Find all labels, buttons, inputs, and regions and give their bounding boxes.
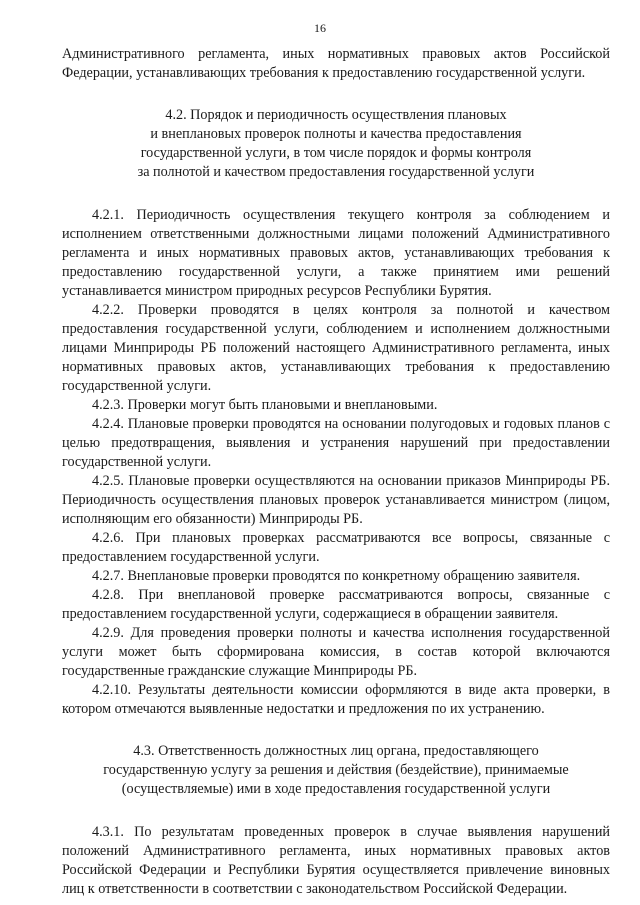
paragraph-4-2-1: 4.2.1. Периодичность осуществления текущего контроля за соблюдением и исполнением ответственными должностными лицами положений Административного регламента и иных нормативных правовых актов, устанавливающих требования к предоставлению государственной услуги, а также принятием ими решений устанавливается министром природных ресурсов Республики Бурятия. [62, 207, 610, 299]
heading-line: (осуществляемые) ими в ходе предоставления государственной услуги [121, 781, 551, 797]
paragraph-4-2-9: 4.2.9. Для проведения проверки полноты и качества исполнения государственной услуги может быть сформирована комиссия, в состав которой включаются государственные гражданские служащие Минприроды РБ. [62, 625, 610, 679]
heading-line: и внеплановых проверок полноты и качества предоставления [150, 126, 522, 142]
heading-line: за полнотой и качеством предоставления государственной услуги [137, 164, 535, 180]
intro-paragraph: Административного регламента, иных нормативных правовых актов Российской Федерации, устанавливающих требования к предоставлению государственной услуги. [62, 46, 610, 81]
document-body [62, 45, 610, 899]
paragraph-4-2-5: 4.2.5. Плановые проверки осуществляются на основании приказов Минприроды РБ. Периодичность осуществления плановых проверок устанавливается министром (лицом, исполняющим его обязанности) Минприроды РБ. [62, 473, 610, 527]
section-4-2-heading [62, 106, 610, 182]
heading-line: государственной услуги, в том числе порядок и формы контроля [140, 145, 532, 161]
paragraph-4-2-7: 4.2.7. Внеплановые проверки проводятся по конкретному обращению заявителя. [92, 568, 581, 584]
paragraph-4-2-2: 4.2.2. Проверки проводятся в целях контроля за полнотой и качеством предоставления государственной услуги, соблюдением и исполнением должностными лицами Минприроды РБ положений настоящего Административного регламента, иных нормативных правовых актов, устанавливающих требования к предоставлению государственной услуги. [62, 302, 610, 394]
paragraph-4-2-6: 4.2.6. При плановых проверках рассматриваются все вопросы, связанные с предоставлением государственной услуги. [62, 530, 610, 565]
paragraph-4-2-8: 4.2.8. При внеплановой проверке рассматриваются вопросы, связанные с предоставлением государственной услуги, содержащиеся в обращении заявителя. [62, 587, 610, 622]
heading-line: 4.2. Порядок и периодичность осуществления плановых [165, 107, 507, 123]
heading-line: государственную услугу за решения и действия (бездействие), принимаемые [103, 762, 569, 778]
paragraph-4-2-3: 4.2.3. Проверки могут быть плановыми и внеплановыми. [92, 397, 438, 413]
paragraph-4-2-10: 4.2.10. Результаты деятельности комиссии оформляются в виде акта проверки, в котором отмечаются выявленные недостатки и предложения по их устранению. [62, 682, 610, 717]
paragraph-4-3-1: 4.3.1. По результатам проведенных проверок в случае выявления нарушений положений Административного регламента, иных нормативных правовых актов Российской Федерации и Республики Бурятия осуществляется привлечение виновных лиц к ответственности в соответствии с законодательством Российской Федерации. [62, 824, 610, 897]
heading-line: 4.3. Ответственность должностных лиц органа, предоставляющего [133, 743, 539, 759]
section-4-3-heading [62, 742, 610, 799]
paragraph-4-2-4: 4.2.4. Плановые проверки проводятся на основании полугодовых и годовых планов с целью предотвращения, выявления и устранения нарушений при предоставлении государственной услуги. [62, 416, 610, 470]
page-number: 16 [314, 21, 326, 35]
